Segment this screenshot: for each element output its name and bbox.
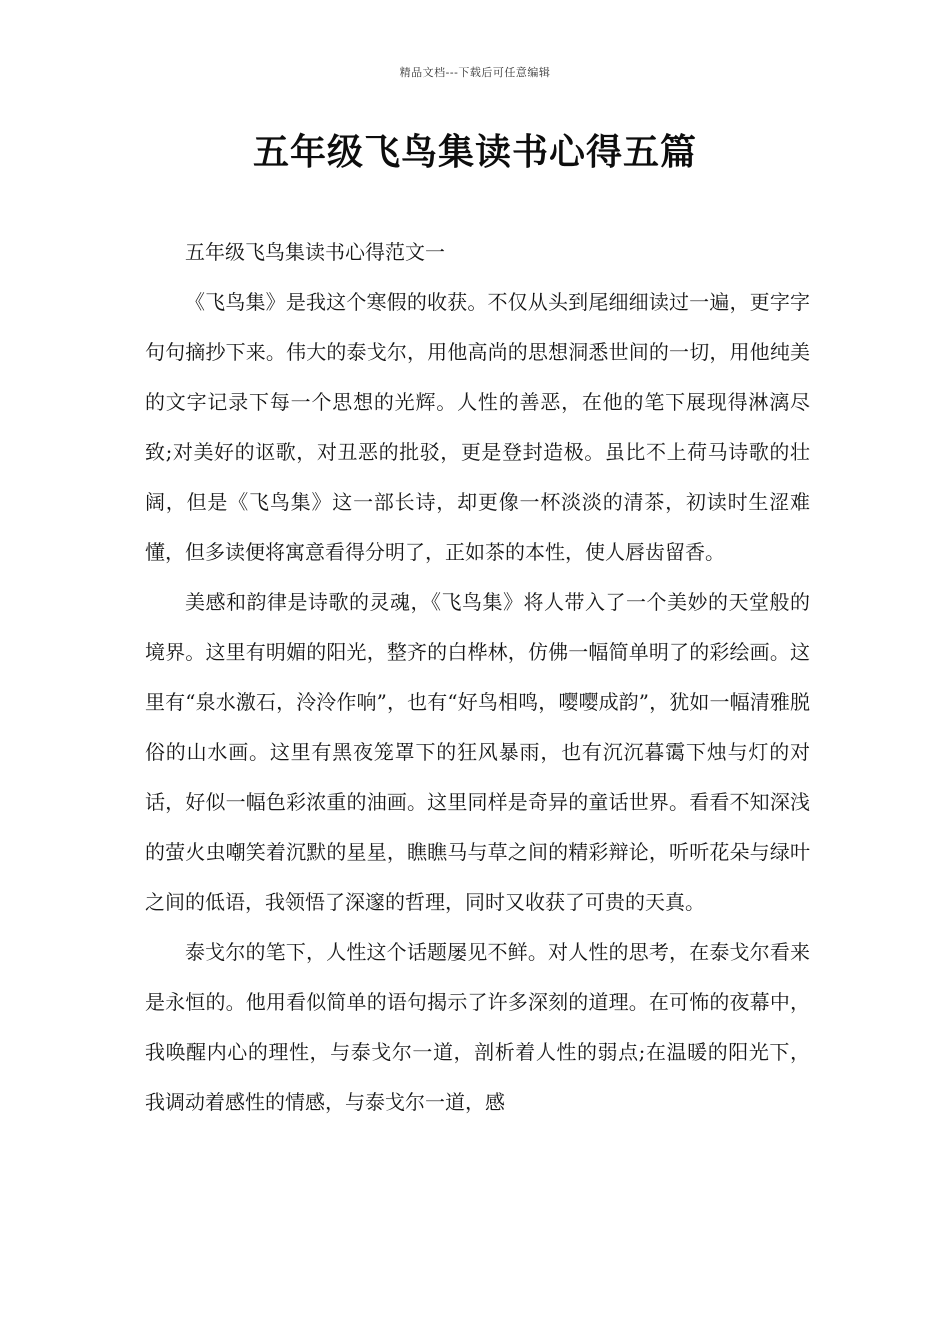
document-title: 五年级飞鸟集读书心得五篇 <box>252 131 697 173</box>
section-subheading: 五年级飞鸟集读书心得范文一 <box>185 240 445 264</box>
document-body <box>145 227 810 1127</box>
header-note: 精品文档---下载后可任意编辑 <box>399 66 551 79</box>
paragraph-1: 《飞鸟集》是我这个寒假的收获。不仅从头到尾细细读过一遍，更字字句句摘抄下来。伟大的泰戈尔，用他高尚的思想洞悉世间的一切，用他纯美的文字记录下每一个思想的光辉。人性的善恶，在他的笔下展现得淋漓尽致;对美好的讴歌，对丑恶的批驳，更是登封造极。虽比不上荷马诗歌的壮阔，但是《飞鸟集》这一部长诗，却更像一杯淡淡的清茶，初读时生涩难懂，但多读便将寓意看得分明了，正如茶的本性，使人唇齿留香。 <box>145 290 810 564</box>
paragraph-3: 泰戈尔的笔下，人性这个话题屡见不鲜。对人性的思考，在泰戈尔看来是永恒的。他用看似简单的语句揭示了许多深刻的道理。在可怖的夜幕中，我唤醒内心的理性，与泰戈尔一道，剖析着人性的弱点;在温暖的阳光下，我调动着感性的情感，与泰戈尔一道，感 <box>145 940 810 1114</box>
paragraph-2: 美感和韵律是诗歌的灵魂，《飞鸟集》将人带入了一个美妙的天堂般的境界。这里有明媚的阳光，整齐的白桦林，仿佛一幅简单明了的彩绘画。这里有“泉水激石，泠泠作响”，也有“好鸟相鸣，嘤嘤成韵”，犹如一幅清雅脱俗的山水画。这里有黑夜笼罩下的狂风暴雨，也有沉沉暮霭下烛与灯的对话，好似一幅色彩浓重的油画。这里同样是奇异的童话世界。看看不知深浅的萤火虫嘲笑着沉默的星星，瞧瞧马与草之间的精彩辩论，听听花朵与绿叶之间的低语，我领悟了深邃的哲理，同时又收获了可贵的天真。 <box>145 590 810 914</box>
